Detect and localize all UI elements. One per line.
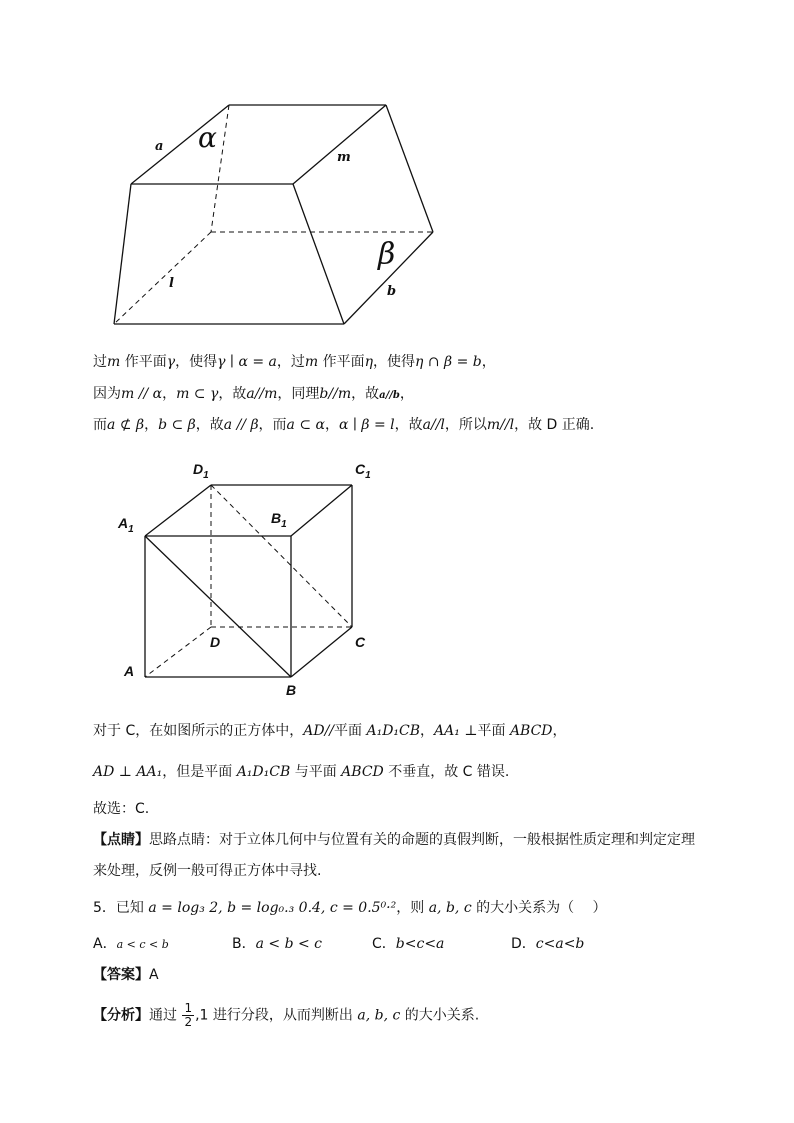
answer-value: A bbox=[149, 967, 159, 983]
para2-tip-line2: 来处理，反例一般可得正方体中寻找. bbox=[93, 863, 322, 879]
option-b[interactable]: B．a < b < c bbox=[232, 936, 323, 952]
para2-tip-line1: 【点睛】思路点睛：对于立体几何中与位置有关的命题的真假判断，一般根据性质定理和判定定理 bbox=[93, 832, 695, 848]
label-l: l bbox=[169, 276, 174, 291]
option-c[interactable]: C．b<c<a bbox=[372, 936, 445, 952]
tip-tag: 【点睛】 bbox=[93, 832, 149, 848]
label-m: m bbox=[337, 150, 351, 165]
option-d[interactable]: D．c<a<b bbox=[511, 936, 585, 952]
label-b: b bbox=[387, 284, 397, 299]
label-C: C bbox=[355, 634, 366, 650]
label-beta: β bbox=[378, 237, 396, 272]
para1-line2: 因为m // α，m ⊂ γ，故a//m，同理b//m，故a//b， bbox=[93, 386, 414, 402]
label-C1: $C_1$ bbox=[355, 461, 371, 481]
analysis-line: 【分析】通过 $\frac{1}{2}$ ,1 进行分段，从而判断出 a, b, c 的大小关系. bbox=[93, 1001, 480, 1029]
analysis-tag: 【分析】 bbox=[93, 1007, 149, 1024]
label-B1: $B_1$ bbox=[271, 510, 287, 530]
para2-conclusion: 故选：C. bbox=[93, 801, 150, 817]
label-B: B bbox=[286, 682, 297, 698]
question5-stem: 5．已知 a = log₃ 2, b = log₀.₃ 0.4, c = 0.5⁰·²，则 a, b, c 的大小关系为（ ） bbox=[93, 900, 607, 916]
answer-tag: 【答案】 bbox=[93, 967, 149, 983]
para1-line3: 而a ⊄ β，b ⊂ β，故a // β，而a ⊂ α，α ∣ β = l，故a//l，所以m//l，故 D 正确. bbox=[93, 417, 595, 433]
label-D: D bbox=[210, 634, 221, 650]
label-D1: $D_1$ bbox=[193, 461, 209, 481]
answer-line bbox=[93, 965, 159, 985]
label-A1: $A_1$ bbox=[118, 515, 134, 535]
label-alpha: α bbox=[198, 121, 217, 154]
para2-line2: AD ⊥ AA₁，但是平面 A₁D₁CB 与平面 ABCD 不垂直，故 C 错误. bbox=[93, 764, 510, 780]
para1-line1: 过m 作平面γ，使得γ ∣ α = a，过m 作平面η，使得η ∩ β = b， bbox=[93, 354, 496, 370]
label-A: A bbox=[124, 663, 135, 679]
label-a: a bbox=[155, 139, 164, 154]
option-a[interactable]: A．a < c < b bbox=[93, 936, 169, 952]
fraction-half: $\frac{1}{2}$ bbox=[184, 1001, 193, 1029]
para2-line1: 对于 C，在如图所示的正方体中，AD//平面 A₁D₁CB，AA₁ ⊥平面 ABCD， bbox=[93, 723, 567, 739]
